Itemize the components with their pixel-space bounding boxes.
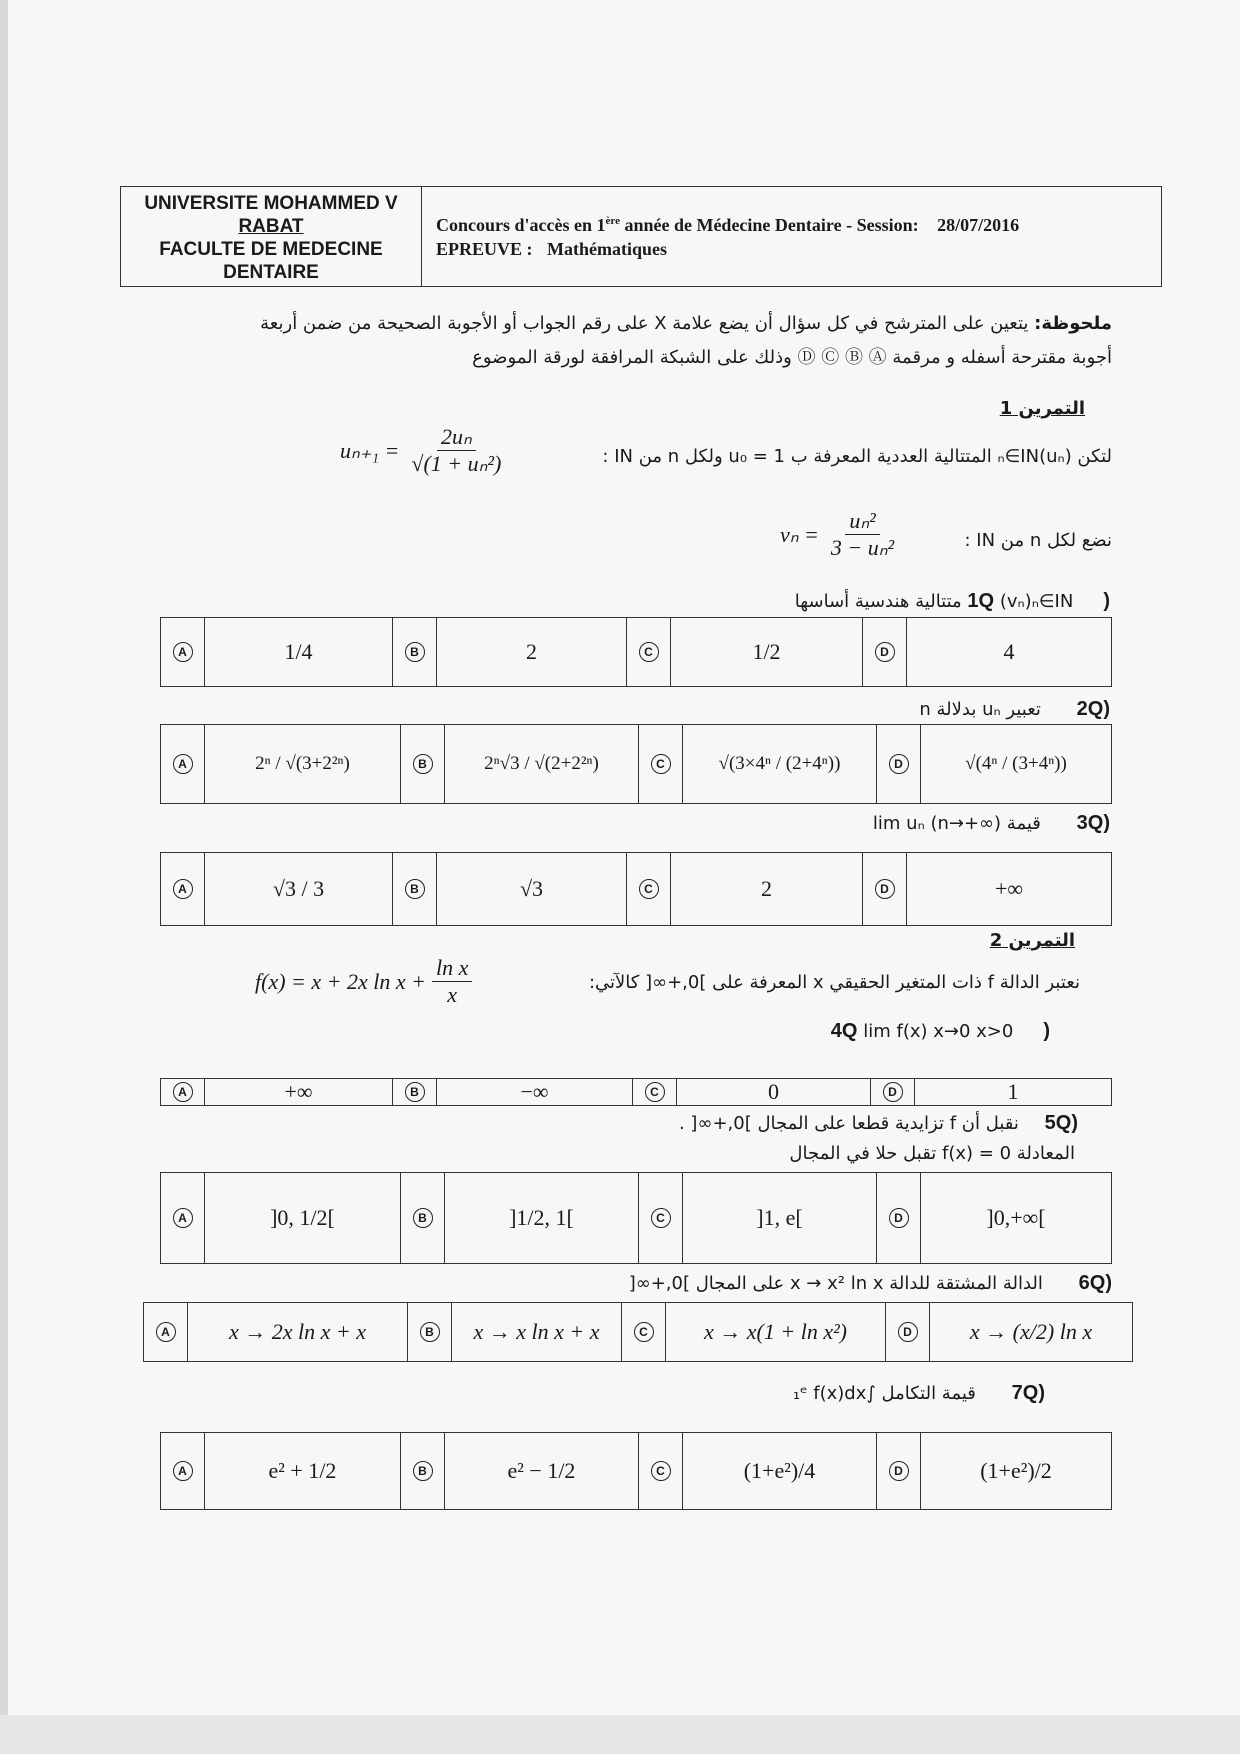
exam-info-block — [422, 187, 1161, 286]
q2-statement — [919, 698, 1110, 721]
scan-edge-shadow — [0, 0, 8, 1754]
q7-text: قيمة التكامل ∫₁ᵉ f(x)dx — [792, 1383, 976, 1404]
q2-answer-row — [160, 724, 1112, 804]
university-name: UNIVERSITE MOHAMMED V — [144, 193, 398, 214]
q7-answer-d: (1+e²)/2 — [980, 1458, 1052, 1483]
q2-answer-a: 2ⁿ / √(3+2²ⁿ) — [205, 725, 401, 803]
epreuve-label: EPREUVE : — [436, 239, 533, 259]
q2-answer-c: √(3×4ⁿ / (2+4ⁿ)) — [683, 725, 877, 803]
f-formula-main: f(x) = x + 2x ln x + — [255, 968, 426, 994]
choice-b-icon[interactable]: B — [413, 1208, 433, 1228]
choice-d-icon[interactable]: D — [875, 879, 895, 899]
note-line2: أجوبة مقترحة أسفله و مرقمة Ⓓ Ⓒ Ⓑ Ⓐ وذلك على الشبكة المرافقة لورقة الموضوع — [472, 347, 1112, 368]
q6-statement — [629, 1272, 1112, 1295]
q4-answer-c: 0 — [677, 1079, 871, 1105]
choice-d-icon[interactable]: D — [883, 1082, 903, 1102]
q3-statement — [873, 812, 1110, 835]
q6-answer-c: x → x(1 + ln x²) — [666, 1303, 886, 1361]
recurrence-formula — [340, 424, 505, 477]
contest-line — [436, 209, 1161, 237]
q5-text: نقبل أن f تزايدية قطعا على المجال ]0,+∞[ . — [678, 1113, 1019, 1134]
choice-a-icon[interactable]: A — [173, 1208, 193, 1228]
exercise2-title: التمرين 2 — [989, 930, 1075, 951]
note-line1 — [260, 313, 1112, 334]
q1-label: (1Q — [967, 590, 1110, 612]
q7-label: (7Q — [1011, 1382, 1045, 1404]
q5-statement — [679, 1112, 1078, 1135]
note-label: ملحوظة: — [1034, 313, 1112, 334]
q4-answer-row — [160, 1078, 1112, 1106]
exam-header — [120, 186, 1162, 287]
session-date: 28/07/2016 — [937, 215, 1020, 235]
choice-a-icon[interactable]: A — [173, 1461, 193, 1481]
choice-b-icon[interactable]: B — [405, 642, 425, 662]
v-definition: نضع لكل n من IN : — [964, 530, 1112, 551]
choice-c-icon[interactable]: C — [645, 1082, 665, 1102]
q6-label: (6Q — [1078, 1272, 1112, 1294]
q5-answer-b: ]1/2, 1[ — [445, 1173, 639, 1263]
choice-a-icon[interactable]: A — [173, 1082, 193, 1102]
contest-prefix: Concours d'accès en 1 — [436, 215, 606, 235]
q7-answer-b: e² − 1/2 — [445, 1433, 639, 1509]
f-formula-num: ln x — [432, 955, 472, 982]
q5-answer-c: ]1, e[ — [683, 1173, 877, 1263]
q1-statement — [795, 590, 1110, 613]
q1-answer-b: 2 — [437, 618, 627, 686]
choice-c-icon[interactable]: C — [651, 754, 671, 774]
exercise1-title: التمرين 1 — [999, 398, 1085, 419]
scan-bottom-shadow — [0, 1715, 1240, 1754]
choice-a-icon[interactable]: A — [156, 1322, 176, 1342]
subject-name: Mathématiques — [547, 239, 668, 259]
q7-answer-a: e² + 1/2 — [205, 1433, 401, 1509]
q3-text: قيمة lim uₙ (n→+∞) — [872, 813, 1041, 834]
q4-text: lim f(x) x→0 x>0 — [863, 1021, 1014, 1042]
q5-label: (5Q — [1044, 1112, 1078, 1134]
choice-d-icon[interactable]: D — [889, 1208, 909, 1228]
choice-d-icon[interactable]: D — [889, 1461, 909, 1481]
contest-suffix: année de Médecine Dentaire - Session: — [624, 215, 919, 235]
recurrence-den: √(1 + uₙ²) — [411, 451, 502, 476]
recurrence-lhs: uₙ₊₁ = — [340, 437, 400, 463]
q3-answer-a: √3 / 3 — [205, 853, 393, 925]
q2-text: تعبير uₙ بدلالة n — [919, 699, 1041, 720]
q2-label: (2Q — [1076, 698, 1110, 720]
choice-a-icon[interactable]: A — [173, 879, 193, 899]
choice-d-icon[interactable]: D — [889, 754, 909, 774]
q7-answer-c: (1+e²)/4 — [683, 1433, 877, 1509]
q1-answer-d: 4 — [1003, 639, 1015, 664]
q3-answer-c: 2 — [671, 853, 863, 925]
choice-d-icon[interactable]: D — [875, 642, 895, 662]
q3-label: (3Q — [1076, 812, 1110, 834]
v-num: uₙ² — [845, 508, 879, 535]
epreuve-line — [436, 237, 1161, 261]
contest-sup: ère — [605, 215, 620, 227]
q6-answer-row — [143, 1302, 1133, 1362]
choice-c-icon[interactable]: C — [639, 642, 659, 662]
q6-text: الدالة المشتقة للدالة x → x² ln x على المجال ]0,+∞[ — [628, 1273, 1043, 1294]
choice-c-icon[interactable]: C — [651, 1461, 671, 1481]
q1-answer-a: 1/4 — [205, 618, 393, 686]
q6-answer-a: x → 2x ln x + x — [188, 1303, 408, 1361]
choice-b-icon[interactable]: B — [413, 1461, 433, 1481]
choice-c-icon[interactable]: C — [634, 1322, 654, 1342]
q3-answer-d: +∞ — [994, 876, 1024, 901]
recurrence-num: 2uₙ — [437, 424, 476, 451]
q4-answer-d: 1 — [1007, 1079, 1019, 1104]
q6-answer-d: x → (x/2) ln x — [969, 1319, 1093, 1344]
v-lhs: vₙ = — [780, 521, 819, 547]
q7-answer-row — [160, 1432, 1112, 1510]
q6-answer-b: x → x ln x + x — [452, 1303, 622, 1361]
q1-text: (vₙ)ₙ∈IN متتالية هندسية أساسها — [794, 591, 1074, 612]
q1-answer-row — [160, 617, 1112, 687]
choice-c-icon[interactable]: C — [651, 1208, 671, 1228]
q5-equation-line: المعادلة f(x) = 0 تقبل حلا في المجال — [789, 1143, 1075, 1164]
university-city: RABAT — [238, 216, 304, 237]
q1-answer-c: 1/2 — [671, 618, 863, 686]
choice-c-icon[interactable]: C — [639, 879, 659, 899]
q2-answer-d: √(4ⁿ / (3+4ⁿ)) — [965, 753, 1067, 774]
faculty-name-line2: DENTAIRE — [223, 262, 319, 283]
choice-b-icon[interactable]: B — [413, 754, 433, 774]
faculty-name-line1: FACULTE DE MEDECINE — [159, 239, 383, 260]
q3-answer-row — [160, 852, 1112, 926]
recurrence-fraction — [407, 424, 505, 477]
exercise2-intro: نعتبر الدالة f ذات المتغير الحقيقي x المعرفة على ]0,+∞[ كالآتي: — [588, 972, 1080, 993]
choice-b-icon[interactable]: B — [420, 1322, 440, 1342]
exercise1-intro: لتكن (uₙ)ₙ∈IN المتتالية العددية المعرفة ب u₀ = 1 ولكل n من IN : — [602, 446, 1112, 467]
q5-answer-d: ]0,+∞[ — [986, 1205, 1046, 1230]
v-den: 3 − uₙ² — [830, 535, 895, 560]
choice-a-icon[interactable]: A — [173, 754, 193, 774]
q5-answer-a: ]0, 1/2[ — [205, 1173, 401, 1263]
v-formula — [780, 508, 898, 561]
q5-answer-row — [160, 1172, 1112, 1264]
institution-block — [121, 187, 422, 286]
q4-answer-a: +∞ — [205, 1079, 393, 1105]
note-text1: يتعين على المترشح في كل سؤال أن يضع علامة X على رقم الجواب أو الأجوبة الصحيحة من ضمن أربعة — [260, 313, 1029, 334]
q4-answer-b: −∞ — [437, 1079, 633, 1105]
q3-answer-b: √3 — [437, 853, 627, 925]
f-formula-fraction — [432, 955, 472, 1008]
q4-label: (4Q — [830, 1020, 1050, 1042]
f-formula-den: x — [447, 982, 458, 1007]
choice-b-icon[interactable]: B — [405, 1082, 425, 1102]
choice-d-icon[interactable]: D — [898, 1322, 918, 1342]
q2-answer-b: 2ⁿ√3 / √(2+2²ⁿ) — [445, 725, 639, 803]
choice-b-icon[interactable]: B — [405, 879, 425, 899]
choice-a-icon[interactable]: A — [173, 642, 193, 662]
f-formula — [255, 955, 472, 1008]
v-fraction — [827, 508, 898, 561]
q7-statement — [793, 1382, 1045, 1405]
q4-statement — [831, 1020, 1050, 1043]
